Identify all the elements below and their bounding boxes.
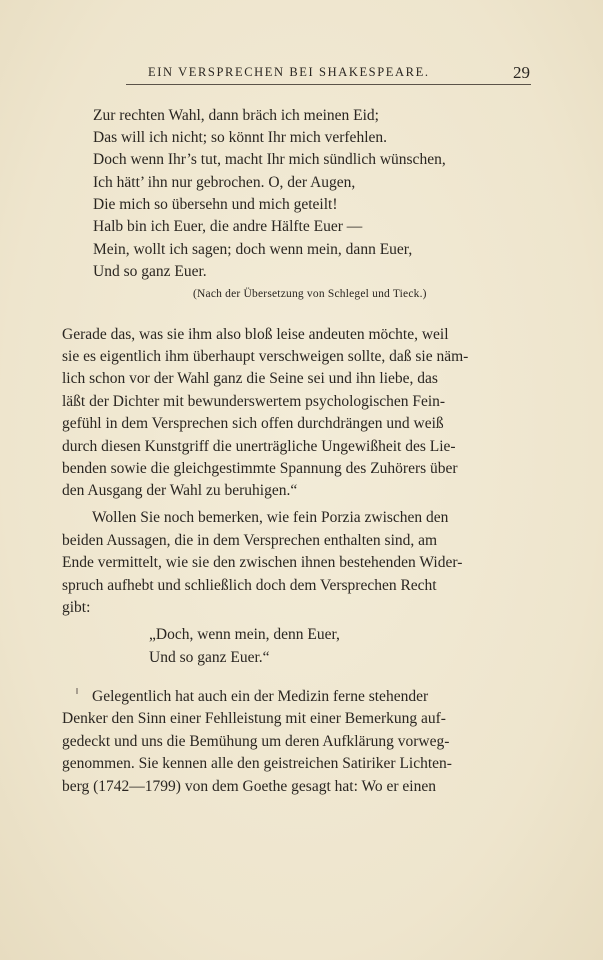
verse-line: Mein, wollt ich sagen; doch wenn mein, dann Euer, [93,241,413,258]
running-header [130,63,530,83]
text-line: Gerade das, was sie ihm also bloß leise andeuten möchte, weil [62,326,449,343]
text-line: berg (1742—1799) von dem Goethe gesagt hat: Wo er einen [62,778,436,795]
verse-line: „Doch, wenn mein, denn Euer, [149,626,340,643]
verse-line: Halb bin ich Euer, die andre Hälfte Euer — [93,218,363,235]
paper-mark [76,688,78,694]
running-title: EIN VERSPRECHEN BEI SHAKESPEARE. [148,65,430,79]
text-line: gedeckt und uns die Bemühung um deren Aufklärung vorweg- [62,733,450,750]
text-line: beiden Aussagen, die in dem Versprechen enthalten sind, am [62,532,438,549]
text-line: durch diesen Kunstgriff die unerträgliche Ungewißheit des Lie- [62,438,456,455]
verse-line: Und so ganz Euer.“ [149,649,270,666]
text-line: spruch aufhebt und schließlich doch dem Versprechen Recht [62,577,437,594]
text-line: genommen. Sie kennen alle den geistreichen Satiriker Lichten- [62,755,452,772]
text-line: Gelegentlich hat auch ein der Medizin ferne stehender [92,688,429,705]
text-line: benden sowie die gleichgestimmte Spannung des Zuhörers über [62,460,458,477]
header-rule [126,84,531,85]
text-line: lich schon vor der Wahl ganz die Seine sei und ihn liebe, das [62,370,438,387]
page-number: 29 [513,63,530,82]
translation-attribution: (Nach der Übersetzung von Schlegel und Tieck.) [193,288,427,300]
verse-line: Und so ganz Euer. [93,263,207,280]
text-line: gibt: [62,599,91,616]
verse-line: Zur rechten Wahl, dann bräch ich meinen Eid; [93,107,379,124]
verse-line: Die mich so übersehn und mich geteilt! [93,196,338,213]
text-line: Wollen Sie noch bemerken, wie fein Porzia zwischen den [92,509,449,526]
text-line: gefühl in dem Versprechen sich offen durchdrängen und weiß [62,415,444,432]
verse-line: Doch wenn Ihr’s tut, macht Ihr mich sündlich wünschen, [93,151,446,168]
text-line: sie es eigentlich ihm überhaupt verschweigen sollte, daß sie näm- [62,348,469,365]
text-line: den Ausgang der Wahl zu beruhigen.“ [62,482,298,499]
text-line: Denker den Sinn einer Fehlleistung mit einer Bemerkung auf- [62,710,446,727]
verse-line: Ich hätt’ ihn nur gebrochen. O, der Augen, [93,174,356,191]
verse-line: Das will ich nicht; so könnt Ihr mich verfehlen. [93,129,388,146]
text-line: läßt der Dichter mit bewunderswertem psychologischen Fein- [62,393,446,410]
text-line: Ende vermittelt, wie sie den zwischen ihnen bestehenden Wider- [62,554,463,571]
